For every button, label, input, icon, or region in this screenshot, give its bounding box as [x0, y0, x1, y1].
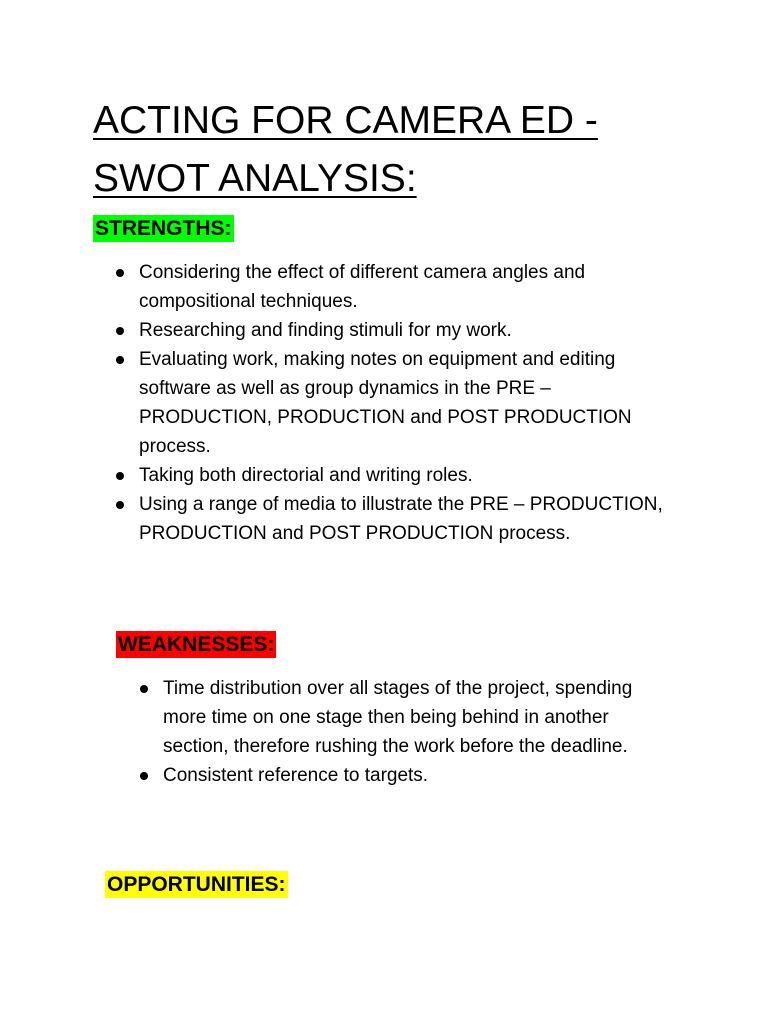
list-item-text: Evaluating work, making notes on equipment and editing software as well as group dynamics in the PRE – PRODUCTION, PRODUCTION and POST PRODUCTION process.: [139, 349, 632, 457]
list-item: [134, 674, 674, 761]
title-line-2: SWOT ANALYSIS:: [93, 157, 417, 200]
bullet-icon: [116, 269, 124, 277]
list-item-text: Considering the effect of different camera angles and compositional techniques.: [139, 262, 586, 312]
list-item: [110, 461, 670, 490]
opportunities-heading: OPPORTUNITIES:: [107, 873, 286, 896]
weaknesses-list: [134, 674, 674, 790]
list-item: [110, 345, 670, 461]
list-item: [110, 490, 670, 548]
list-item-text: Taking both directorial and writing roles.: [139, 465, 473, 486]
bullet-icon: [116, 327, 124, 335]
list-item: [110, 258, 670, 316]
bullet-icon: [116, 356, 124, 364]
bullet-icon: [116, 501, 124, 509]
bullet-icon: [116, 472, 124, 480]
bullet-icon: [140, 772, 148, 780]
list-item-text: Using a range of media to illustrate the PRE – PRODUCTION, PRODUCTION and POST PRODUCTION process.: [139, 494, 663, 544]
list-item: [134, 761, 674, 790]
document-title: [93, 92, 733, 208]
strengths-list: [110, 258, 670, 548]
strengths-heading: STRENGTHS:: [95, 217, 232, 240]
weaknesses-heading: WEAKNESSES:: [118, 633, 275, 656]
list-item-text: Consistent reference to targets.: [163, 765, 429, 786]
list-item-text: Time distribution over all stages of the project, spending more time on one stage then being behind in another section, therefore rushing the work before the deadline.: [163, 678, 633, 757]
bullet-icon: [140, 685, 148, 693]
title-line-1: ACTING FOR CAMERA ED -: [93, 99, 598, 142]
list-item-text: Researching and finding stimuli for my work.: [139, 320, 512, 341]
list-item: [110, 316, 670, 345]
